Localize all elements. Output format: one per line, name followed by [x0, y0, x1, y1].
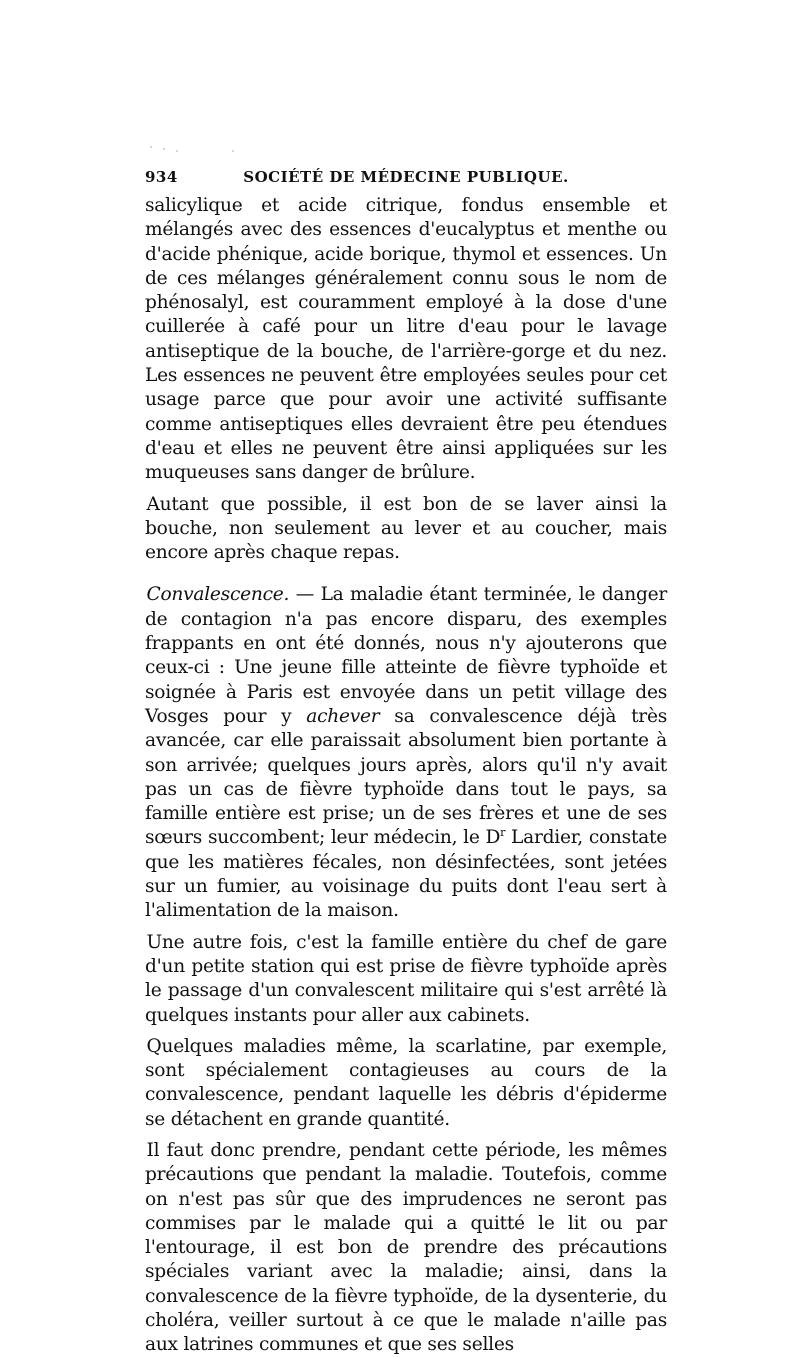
running-header	[145, 168, 667, 194]
paragraph-text: Lardier, constate que les matières fécales, non désinfectées, sont jetées sur un fumier, au voisinage du puits dont l'eau sert à l'alimentation de la maison.	[145, 827, 667, 922]
body-text	[145, 194, 667, 1358]
section-heading: Convalescence.	[146, 584, 290, 606]
paragraph-convalescence	[145, 583, 667, 923]
running-title: SOCIÉTÉ DE MÉDECINE PUBLIQUE.	[243, 168, 569, 186]
paragraph-mouth-washing	[145, 493, 667, 566]
paper-speck	[163, 148, 165, 150]
paragraph-text: Il faut donc prendre, pendant cette période, les mêmes précautions que pendant la maladie. Toutefois, comme on n'est pas sûr que des imprudences ne seront pas commises par le malade qui a quitté le lit ou par l'entourage, il est bon de prendre des précautions spéciales variant avec la maladie; ainsi, dans la convalescence de la fièvre typhoïde, de la dysenterie, du choléra, veiller surtout à ce que le malade n'aille pas aux latrines communes et que ses selles	[145, 1139, 667, 1356]
page-number: 934	[145, 168, 178, 186]
paragraph-text: salicylique et acide citrique, fondus ensemble et mélangés avec des essences d'eucalyptus et menthe ou d'acide phénique, acide borique, thymol et essences. Un de ces mélanges généralement connu sous le nom de phénosalyl, est couramment employé à la dose d'une cuillerée à café pour un litre d'eau pour le lavage antiseptique de la bouche, de l'arrière-gorge et du nez. Les essences ne peuvent être employées seules pour cet usage parce que pour avoir une activité suffisante comme antiseptiques elles devraient être peu étendues d'eau et elles ne peuvent être ainsi appliquées sur les muqueuses sans danger de brûlure.	[145, 195, 667, 484]
superscript: r	[500, 826, 506, 840]
paragraph-station	[145, 931, 667, 1028]
paragraph-text: — La maladie étant terminée, le danger de contagion n'a pas encore disparu, des exemples frappants en ont été donnés, nous n'y ajouterons que ceux-ci : Une jeune fille atteinte de fièvre typhoïde et soignée à Paris est envoyée dans un petit village des Vosges pour y	[145, 584, 667, 727]
paper-speck	[176, 150, 178, 152]
paragraph-scarlatine	[145, 1035, 667, 1132]
paper-speck	[150, 146, 152, 148]
italic-emphasis: achever	[306, 705, 380, 727]
paragraph-text: Quelques maladies même, la scarlatine, par exemple, sont spécialement contagieuses au cours de la convalescence, pendant laquelle les débris d'épiderme se détachent en grande quantité.	[145, 1035, 667, 1130]
book-page	[145, 168, 667, 1358]
paragraph-phenosalyl	[145, 194, 667, 486]
paragraph-text: Autant que possible, il est bon de se laver ainsi la bouche, non seulement au lever et au coucher, mais encore après chaque repas.	[145, 493, 667, 564]
paper-speck	[232, 150, 234, 152]
paragraph-precautions	[145, 1139, 667, 1358]
paragraph-text: Une autre fois, c'est la famille entière du chef de gare d'un petite station qui est prise de fièvre typhoïde après le passage d'un convalescent militaire qui s'est arrêté là quelques instants pour aller aux cabinets.	[145, 931, 667, 1026]
paragraph-text: sa convalescence déjà très avancée, car elle paraissait absolument bien portante à son arrivée; quelques jours après, alors qu'il n'y avait pas un cas de fièvre typhoïde dans tout le pays, sa famille entière est prise; un de ses frères et une de ses sœurs succombent; leur médecin, le D	[145, 705, 667, 849]
